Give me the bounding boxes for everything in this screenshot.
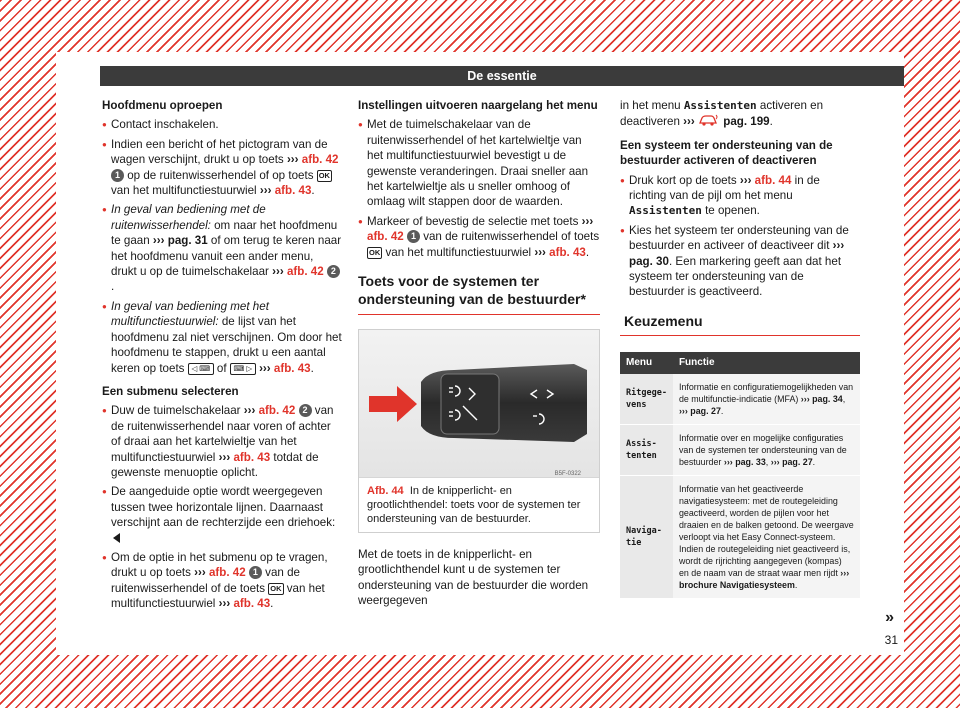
figure-link[interactable]: afb. 43 xyxy=(549,245,586,259)
column-header-functie: Functie xyxy=(673,352,860,374)
bullet: ● Markeer of bevestig de selectie met toets ››› afb. 42 1 van de ruitenwisserhendel of toets OK van het multifunctiestuurwiel ››› afb. 43. xyxy=(358,214,600,260)
callout-number: 1 xyxy=(111,169,124,182)
triangle-icon xyxy=(113,533,120,543)
stalk-image-icon xyxy=(359,330,599,478)
table-row xyxy=(620,374,860,425)
bullet: ● In geval van bediening met de ruitenwisserhendel: om naar het hoofdmenu te gaan ››› pag. 31 of om terug te keren naar het hoofdmenu vanuit een ander menu, drukt u op de tuimelschakelaar ››› afb. 42 2. xyxy=(102,202,342,294)
bullet: ● De aangeduide optie wordt weergegeven tussen twee horizontale lijnen. Daarnaast verschijnt aan de rechterzijde een driehoek: xyxy=(102,484,342,546)
paragraph: Met de toets in de knipperlicht- en grootlichthendel kunt u de systemen ter ondersteuning van de bestuurder die worden weergegeven xyxy=(358,548,589,608)
heading-hoofdmenu: Hoofdmenu oproepen xyxy=(102,99,223,112)
ok-key-icon: OK xyxy=(318,170,330,180)
arrow-icon: ››› xyxy=(683,115,695,129)
menu-cell: Naviga- tie xyxy=(620,476,673,599)
table-header-row xyxy=(620,352,860,374)
heading-activeren: Een systeem ter ondersteuning van de bestuurder activeren of deactiveren xyxy=(620,138,833,168)
arrow-icon: ››› xyxy=(581,214,594,228)
arrow-icon: ››› xyxy=(243,404,256,418)
menu-right-key-icon: ⌨ ▷ xyxy=(230,363,256,375)
page-link[interactable]: pag. 199 xyxy=(723,115,770,129)
bullet: ● Duw de tuimelschakelaar ››› afb. 42 2 van de ruitenwisserhendel naar voren of achter of draai aan het kartelwieltje van het multifunctiestuurwiel ››› afb. 43 totdat de gewenste menuoptie oplicht. xyxy=(102,403,342,480)
figure-link[interactable]: afb. 42 xyxy=(367,230,404,244)
display-term: Assistenten xyxy=(629,204,702,218)
figure-link[interactable]: afb. 43 xyxy=(274,184,312,198)
callout-number: 2 xyxy=(299,404,312,417)
manual-page xyxy=(56,52,904,655)
column-1 xyxy=(102,98,342,616)
menu-cell: Ritgege- vens xyxy=(620,374,673,425)
page-link[interactable]: pag. 30 xyxy=(629,254,669,268)
arrow-icon: ››› xyxy=(259,184,272,198)
page-number: 31 xyxy=(884,633,898,647)
arrow-icon: ››› xyxy=(832,239,845,253)
column-3 xyxy=(620,98,860,599)
arrow-icon: ››› xyxy=(259,361,271,375)
arrow-icon: ››› xyxy=(534,245,546,259)
figure-link[interactable]: afb. 42 xyxy=(286,265,324,279)
column-2 xyxy=(358,98,600,613)
heading-instellingen: Instellingen uitvoeren naargelang het menu xyxy=(358,99,598,112)
page-link[interactable]: pag. 27 xyxy=(690,406,721,417)
page-link[interactable]: pag. 34 xyxy=(812,394,843,405)
page-link[interactable]: pag. 33 xyxy=(735,457,766,468)
table-row xyxy=(620,425,860,476)
page-header: De essentie xyxy=(100,66,904,86)
heading-submenu: Een submenu selecteren xyxy=(102,384,239,398)
arrow-icon: ››› xyxy=(770,457,780,468)
figure-code: B5F-0322 xyxy=(554,471,581,478)
arrow-icon: ››› xyxy=(286,153,299,167)
car-assist-icon xyxy=(698,113,720,127)
function-cell: Informatie over en mogelijke configuraties van de systemen ter ondersteuning van de bestuurder ››› pag. 33, ››› pag. 27. xyxy=(673,425,860,476)
arrow-icon: ››› xyxy=(218,597,231,611)
function-cell: Informatie en configuratiemogelijkheden van de multifunctie-indicatie (MFA) ››› pag. 34, ››› pag. 27. xyxy=(673,374,860,425)
figure-link[interactable]: afb. 43 xyxy=(273,361,311,375)
callout-number: 1 xyxy=(249,566,262,579)
column-header-menu: Menu xyxy=(620,352,673,374)
bullet: ● Indien een bericht of het pictogram van de wagen verschijnt, drukt u op toets ››› afb. 42 1 op de ruitenwisserhendel of op toets OK van het multifunctiestuurwiel ››› afb. 43. xyxy=(102,137,342,199)
arrow-icon: ››› xyxy=(194,566,206,580)
function-cell: Informatie van het geactiveerde navigatiesysteem: met de routegeleiding geactiveerd, worden de pijlen voor het draaien en de balken getoond. De weergave verloopt via het Easy Connect-systeem. Indien de routegeleiding niet geactiveerd is, wordt de rijrichting aangegeven (kompas) en de naam van de straat waar men rijdt ››› brochure Navigatiesysteem. xyxy=(673,476,860,599)
continue-icon: » xyxy=(885,609,894,626)
bullet: ● Om de optie in het submenu op te vragen, drukt u op toets ››› afb. 42 1 van de ruitenwisserhendel of de toets OK van het multifunctiestuurwiel ››› afb. 43. xyxy=(102,550,342,612)
figure-link[interactable]: afb. 43 xyxy=(233,597,271,611)
page-link[interactable]: pag. 27 xyxy=(782,457,813,468)
callout-number: 1 xyxy=(407,230,420,243)
arrow-icon: ››› xyxy=(272,265,284,279)
menu-table xyxy=(620,352,860,599)
page-link[interactable]: pag. 31 xyxy=(167,234,208,248)
figure-link[interactable]: afb. 42 xyxy=(258,404,296,418)
menu-cell: Assis- tenten xyxy=(620,425,673,476)
table-row xyxy=(620,476,860,599)
figure-link[interactable]: afb. 43 xyxy=(233,450,271,464)
figure-caption: Afb. 44 In de knipperlicht- en grootlichthendel: toets voor de systemen ter ondersteuning van de bestuurder. xyxy=(367,485,581,526)
arrow-icon: ››› xyxy=(800,394,810,405)
section-title-toets: Toets voor de systemen ter ondersteuning van de bestuurder* xyxy=(358,272,600,315)
brochure-reference: brochure Navigatiesysteem xyxy=(678,580,795,591)
arrow-icon: ››› xyxy=(723,457,733,468)
figure-link[interactable]: afb. 44 xyxy=(754,173,792,187)
arrow-icon: ››› xyxy=(840,568,850,579)
arrow-icon: ››› xyxy=(152,234,165,248)
bullet: ● Contact inschakelen. xyxy=(102,117,342,132)
ok-key-icon: OK xyxy=(369,247,381,257)
section-title-keuzemenu: Keuzemenu xyxy=(620,314,860,336)
figure-link[interactable]: afb. 42 xyxy=(301,153,339,167)
menu-left-key-icon: ◁ ⌨ xyxy=(188,363,214,375)
ok-key-icon: OK xyxy=(270,583,282,593)
bullet: ● Met de tuimelschakelaar van de ruitenwisserhendel of het kartelwieltje van het multifunctiestuurwiel bevestigt u de gewenste veranderingen. Draai sneller aan het kartelwieltje als u sneller omhoog of omlaag wilt stappen door de waarden. xyxy=(358,117,600,209)
stalk-illustration xyxy=(359,330,599,478)
figure-link[interactable]: afb. 42 xyxy=(208,566,246,580)
arrow-icon: ››› xyxy=(678,406,688,417)
bullet: ● Druk kort op de toets ››› afb. 44 in de richting van de pijl om het menu Assistenten te openen. xyxy=(620,173,860,219)
callout-number: 2 xyxy=(327,265,340,278)
arrow-icon: ››› xyxy=(739,173,752,187)
bullet: ● Kies het systeem ter ondersteuning van de bestuurder en activeer of deactiveer dit ››› pag. 30. Een markering geeft aan dat het systeem ter ondersteuning van de bestuurder is geactiveerd. xyxy=(620,223,860,300)
bullet: ● In geval van bediening met het multifunctiestuurwiel: de lijst van het hoofdmenu zal niet verschijnen. Om door het hoofdmenu te stappen, drukt u een aantal keren op toets ◁ ⌨ of ⌨ ▷ ››› afb. 43. xyxy=(102,299,342,376)
paragraph: in het menu Assistenten activeren en deactiveren ››› pag. 199. xyxy=(620,99,824,129)
display-term: Assistenten xyxy=(683,99,757,112)
arrow-icon: ››› xyxy=(218,450,231,464)
figure-44 xyxy=(358,329,600,533)
figure-label: Afb. 44 xyxy=(367,485,404,498)
